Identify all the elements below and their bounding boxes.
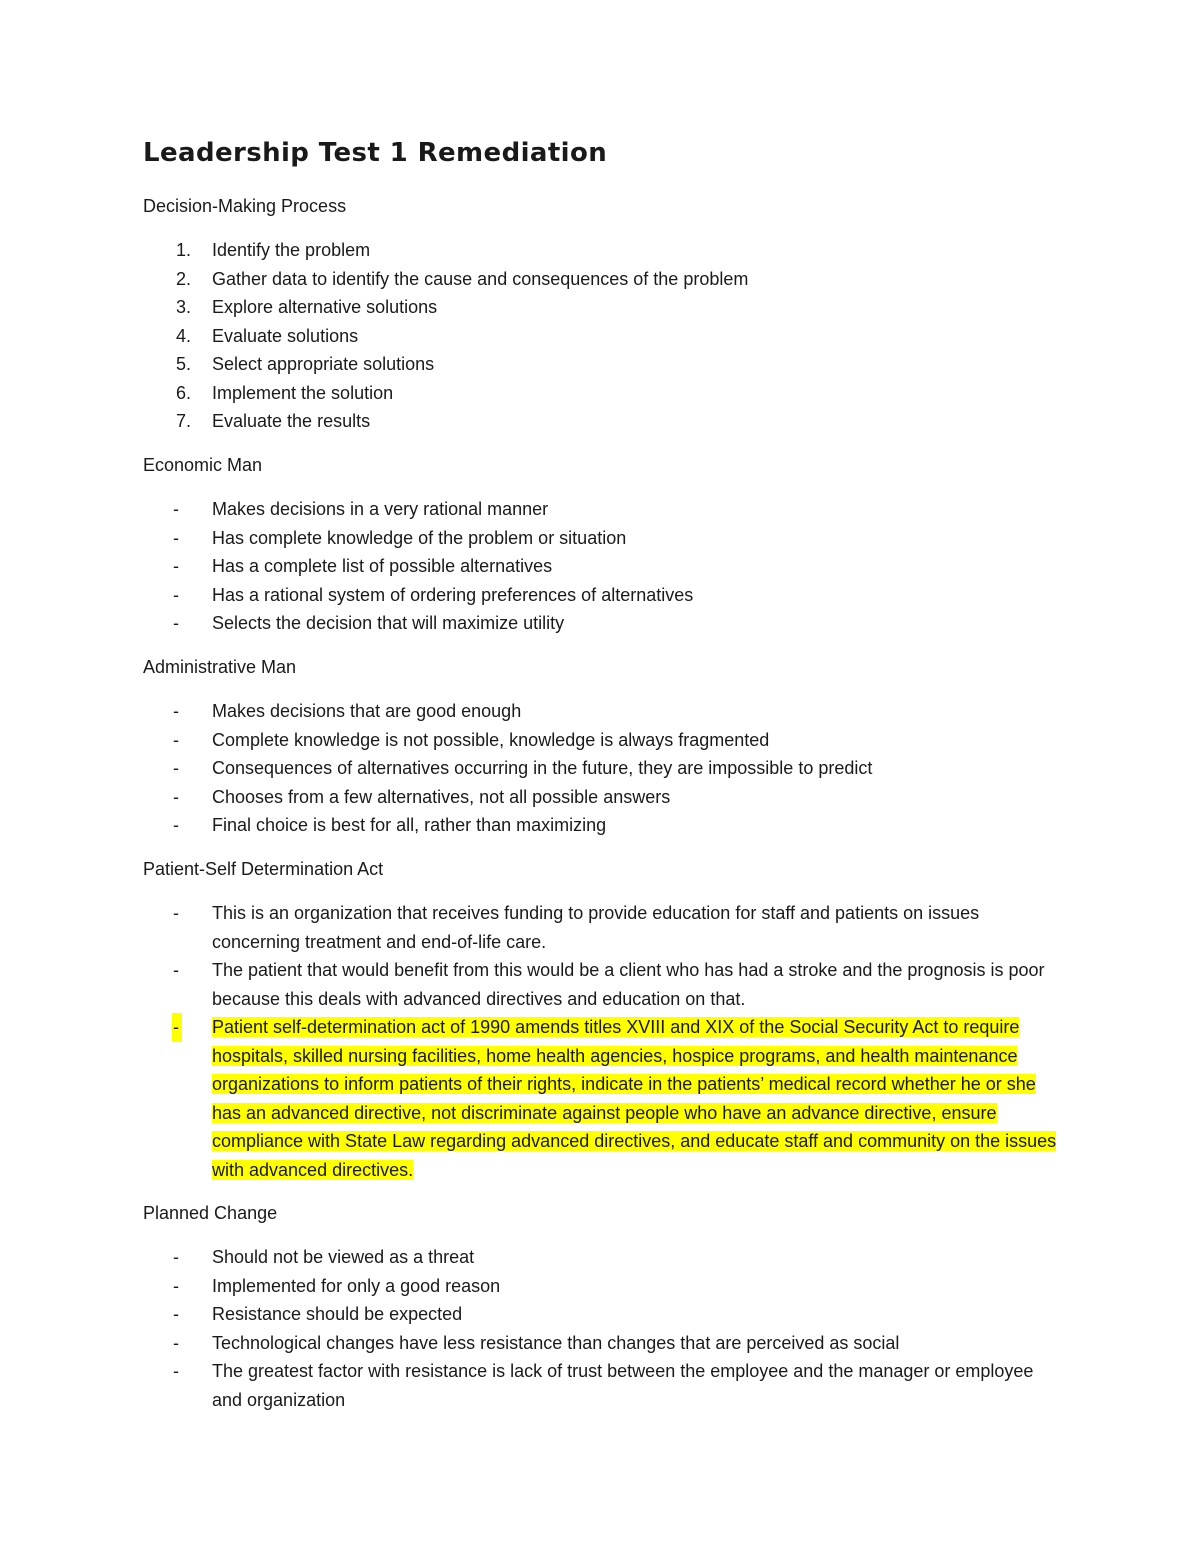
list-item-text: Chooses from a few alternatives, not all possible answers [212, 786, 671, 807]
list-item [143, 1272, 1063, 1301]
list-item [143, 754, 1063, 783]
list-item-text: Has a complete list of possible alternatives [212, 556, 553, 576]
list-dash: - [173, 729, 179, 750]
list-item [143, 956, 1063, 1013]
list-item [143, 811, 1063, 840]
section-planned-change [143, 1199, 1063, 1414]
list-item [143, 1357, 1063, 1414]
list-number: 2. [176, 268, 192, 289]
list-dash: - [172, 1013, 182, 1042]
list-item-text: The patient that would benefit from this would be a client who has had a stroke and the prognosis is poor because this deals with advanced directives and education on that. [212, 960, 1045, 1009]
list-item-text: Implement the solution [212, 382, 394, 403]
list-number: 1. [176, 240, 192, 260]
list-item [143, 783, 1063, 812]
list-item [143, 407, 1063, 436]
bullet-list [143, 697, 1063, 840]
list-item-text: Implemented for only a good reason [212, 1275, 501, 1296]
section-heading: Planned Change [143, 1203, 278, 1223]
list-item-text: Final choice is best for all, rather than maximizing [212, 815, 607, 835]
list-dash: - [173, 1247, 179, 1267]
list-item [143, 1300, 1063, 1329]
list-item-text: The greatest factor with resistance is lack of trust between the employee and the manager or employee and organization [212, 1361, 1034, 1410]
list-dash: - [173, 499, 179, 519]
bullet-list [143, 495, 1063, 638]
list-item [143, 552, 1063, 581]
section-heading: Administrative Man [143, 657, 297, 677]
list-item-text: This is an organization that receives funding to provide education for staff and patients on issues concerning treatment and end-of-life care. [212, 903, 980, 952]
list-item [143, 265, 1063, 294]
list-item [143, 1243, 1063, 1272]
list-item [143, 697, 1063, 726]
list-dash: - [173, 1332, 179, 1353]
list-dash: - [173, 613, 179, 633]
highlighted-list-item [143, 1013, 1063, 1184]
list-dash: - [173, 815, 179, 835]
list-item-text: Resistance should be expected [212, 1304, 463, 1324]
list-item [143, 350, 1063, 379]
list-item-text: Evaluate the results [212, 411, 371, 431]
section-decision-making [143, 192, 1063, 436]
list-item [143, 899, 1063, 956]
list-item-text: Complete knowledge is not possible, knowledge is always fragmented [212, 729, 770, 750]
list-item [143, 609, 1063, 638]
list-dash: - [173, 758, 179, 778]
list-item [143, 524, 1063, 553]
list-item [143, 726, 1063, 755]
list-number: 4. [176, 325, 192, 346]
list-item [143, 379, 1063, 408]
list-dash: - [173, 1304, 179, 1324]
list-dash: - [173, 556, 179, 576]
list-dash: - [173, 584, 179, 605]
list-item [143, 495, 1063, 524]
list-number: 6. [176, 382, 192, 403]
list-item-text: Has a rational system of ordering preferences of alternatives [212, 584, 694, 605]
highlighted-text: Patient self-determination act of 1990 amends titles XVIII and XIX of the Social Security Act to require hospitals, skilled nursing facilities, home health agencies, hospice programs, and health maintenance organizations to inform patients of their rights, indicate in the patients’ medical record whether he or she has an advanced directive, not discriminate against people who have an advance directive, ensure compliance with State Law regarding advanced directives, and educate staff and community on the issues with advanced directives. [212, 1017, 1057, 1180]
section-heading: Patient-Self Determination Act [143, 859, 384, 879]
list-item-text: Has complete knowledge of the problem or situation [212, 527, 627, 548]
numbered-list [143, 236, 1063, 436]
list-item-text: Identify the problem [212, 240, 371, 260]
list-item [143, 581, 1063, 610]
list-dash: - [173, 1275, 179, 1296]
list-item-text: Should not be viewed as a threat [212, 1247, 475, 1267]
list-dash: - [173, 786, 179, 807]
section-patient-self-determination-act [143, 855, 1063, 1184]
list-number: 7. [176, 411, 192, 431]
bullet-list [143, 899, 1063, 1184]
list-item-text: Consequences of alternatives occurring in the future, they are impossible to predict [212, 758, 873, 778]
list-item-text: Evaluate solutions [212, 325, 359, 346]
list-item-text: Selects the decision that will maximize utility [212, 613, 565, 633]
section-economic-man [143, 451, 1063, 638]
list-item [143, 293, 1063, 322]
list-item [143, 236, 1063, 265]
list-dash: - [173, 903, 179, 923]
list-item [143, 1329, 1063, 1358]
bullet-list [143, 1243, 1063, 1414]
section-heading: Economic Man [143, 455, 263, 475]
list-dash: - [173, 527, 179, 548]
list-number: 5. [176, 354, 192, 374]
list-item-text: Technological changes have less resistance than changes that are perceived as social [212, 1332, 900, 1353]
list-number: 3. [176, 297, 192, 317]
list-item-text: Explore alternative solutions [212, 297, 438, 317]
list-dash: - [173, 960, 179, 980]
section-heading: Decision-Making Process [143, 196, 347, 216]
list-item-text: Makes decisions that are good enough [212, 701, 522, 721]
list-item-text: Gather data to identify the cause and consequences of the problem [212, 268, 749, 289]
list-item-text: Select appropriate solutions [212, 354, 435, 374]
list-dash: - [173, 701, 179, 721]
list-item-text: Makes decisions in a very rational manner [212, 499, 549, 519]
section-administrative-man [143, 653, 1063, 840]
list-item [143, 322, 1063, 351]
list-dash: - [173, 1361, 179, 1381]
document-title: Leadership Test 1 Remediation [143, 138, 608, 168]
